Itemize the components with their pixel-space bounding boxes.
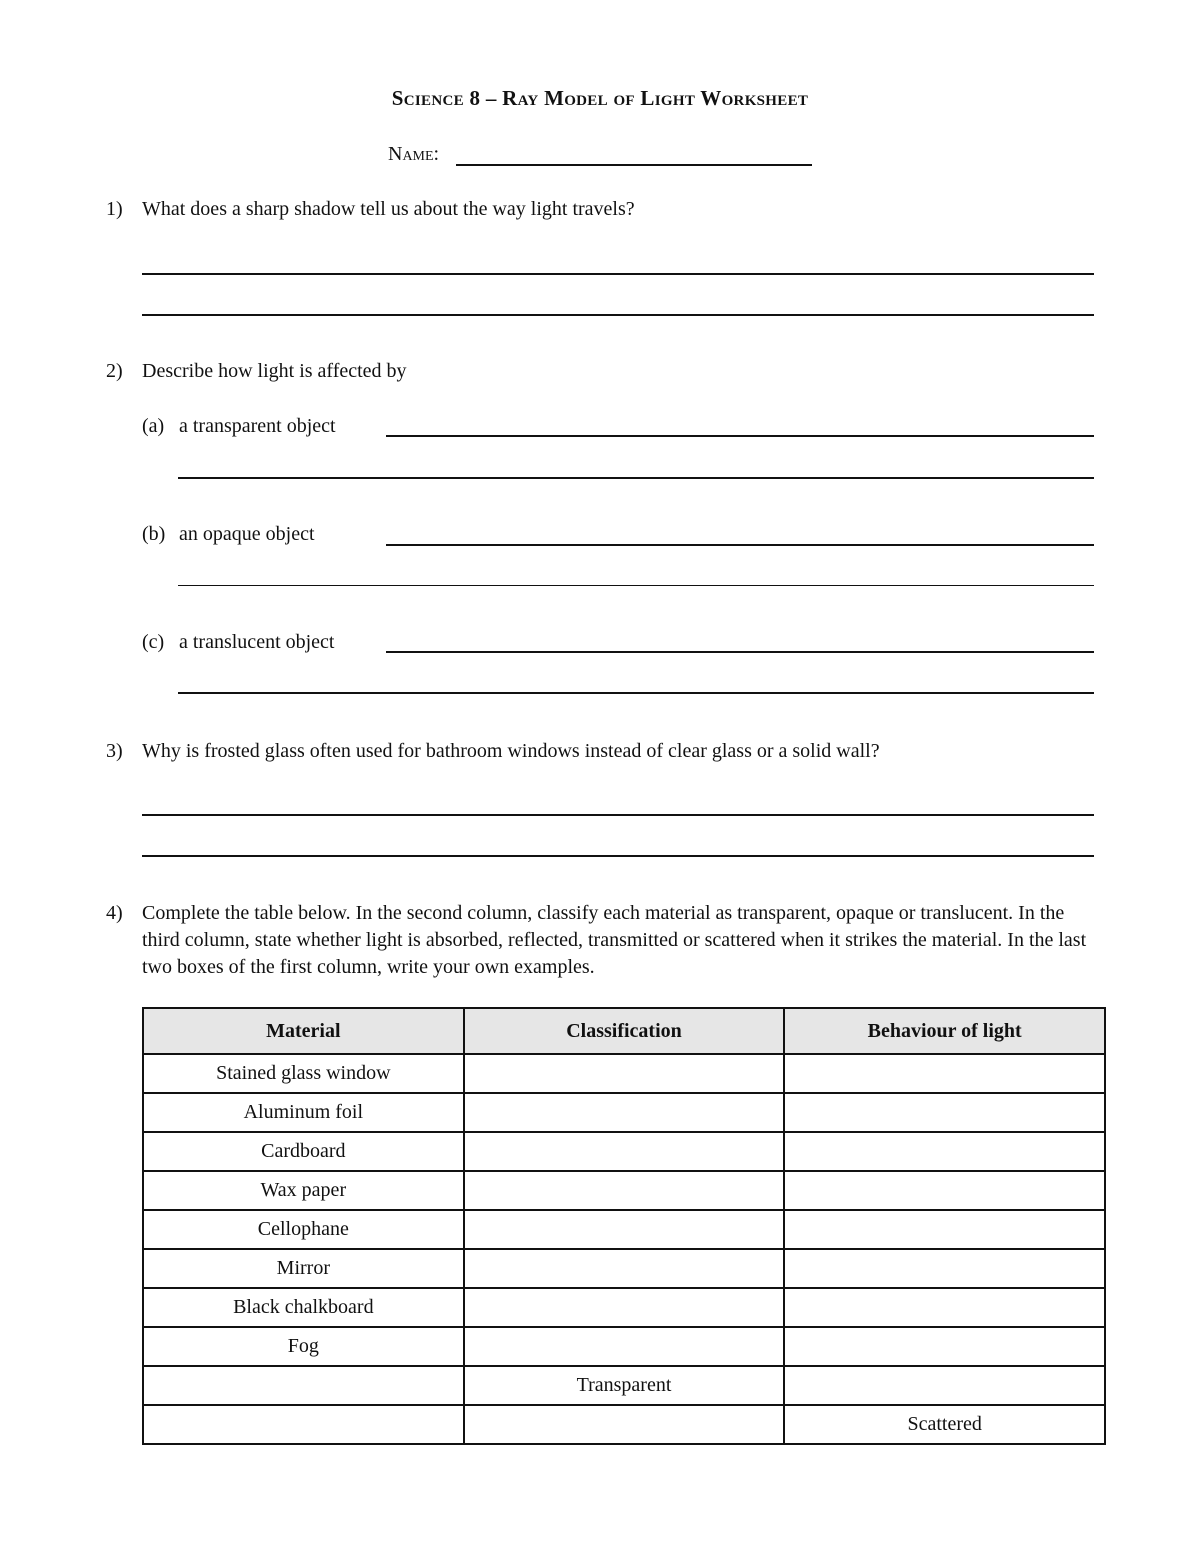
question-2b-text: an opaque object — [179, 523, 315, 545]
behaviour-cell[interactable] — [784, 1327, 1105, 1366]
name-label: Name: — [388, 143, 440, 165]
material-cell[interactable] — [143, 1366, 464, 1405]
question-3-text: Why is frosted glass often used for bathroom windows instead of clear glass or a solid wall? — [142, 740, 880, 762]
behaviour-cell[interactable] — [784, 1288, 1105, 1327]
table-row — [143, 1054, 1105, 1093]
question-2a-label: (a) — [142, 415, 165, 437]
classification-cell[interactable] — [464, 1327, 785, 1366]
behaviour-cell[interactable] — [784, 1171, 1105, 1210]
question-2c-label: (c) — [142, 631, 165, 653]
column-header-classification: Classification — [464, 1008, 785, 1054]
table-row — [143, 1210, 1105, 1249]
classification-cell[interactable] — [464, 1210, 785, 1249]
table-header-row — [143, 1008, 1105, 1054]
answer-line[interactable] — [178, 585, 1094, 586]
question-2b-label: (b) — [142, 523, 166, 545]
behaviour-cell[interactable] — [784, 1093, 1105, 1132]
question-2-text: Describe how light is affected by — [142, 360, 407, 382]
name-answer-line[interactable] — [456, 164, 812, 166]
question-4-text: Complete the table below. In the second column, classify each material as transparent, opaque or translucent. In the third column, state whether light is absorbed, reflected, transmitted or scattered when it strikes the material. In the last two boxes of the first column, write your own examples. — [142, 902, 1087, 978]
classification-cell[interactable] — [464, 1171, 785, 1210]
behaviour-cell[interactable] — [784, 1132, 1105, 1171]
material-cell[interactable] — [143, 1405, 464, 1444]
classification-cell[interactable] — [464, 1288, 785, 1327]
material-cell: Aluminum foil — [143, 1093, 464, 1132]
material-cell: Mirror — [143, 1249, 464, 1288]
answer-line[interactable] — [142, 314, 1094, 316]
material-cell: Wax paper — [143, 1171, 464, 1210]
materials-table — [142, 1007, 1106, 1445]
behaviour-cell[interactable] — [784, 1210, 1105, 1249]
column-header-material: Material — [143, 1008, 464, 1054]
answer-line[interactable] — [386, 651, 1094, 653]
material-cell: Black chalkboard — [143, 1288, 464, 1327]
behaviour-cell[interactable] — [784, 1054, 1105, 1093]
classification-cell[interactable] — [464, 1405, 785, 1444]
answer-line[interactable] — [142, 814, 1094, 816]
classification-cell: Transparent — [464, 1366, 785, 1405]
question-2c-text: a translucent object — [179, 631, 335, 653]
classification-cell[interactable] — [464, 1054, 785, 1093]
answer-line[interactable] — [386, 544, 1094, 546]
classification-cell[interactable] — [464, 1132, 785, 1171]
classification-cell[interactable] — [464, 1249, 785, 1288]
table-row — [143, 1366, 1105, 1405]
table-row — [143, 1249, 1105, 1288]
table-row — [143, 1093, 1105, 1132]
behaviour-cell[interactable] — [784, 1366, 1105, 1405]
question-3-number: 3) — [106, 740, 123, 762]
answer-line[interactable] — [386, 435, 1094, 437]
table-row — [143, 1288, 1105, 1327]
answer-line[interactable] — [142, 855, 1094, 857]
classification-cell[interactable] — [464, 1093, 785, 1132]
table-row — [143, 1171, 1105, 1210]
table-row — [143, 1327, 1105, 1366]
behaviour-cell[interactable] — [784, 1249, 1105, 1288]
page-title: Science 8 – Ray Model of Light Worksheet — [391, 86, 809, 110]
behaviour-cell: Scattered — [784, 1405, 1105, 1444]
answer-line[interactable] — [178, 692, 1094, 694]
question-1-text: What does a sharp shadow tell us about the way light travels? — [142, 198, 635, 220]
material-cell: Cardboard — [143, 1132, 464, 1171]
question-2-number: 2) — [106, 360, 123, 382]
column-header-behaviour: Behaviour of light — [784, 1008, 1105, 1054]
material-cell: Cellophane — [143, 1210, 464, 1249]
answer-line[interactable] — [142, 273, 1094, 275]
answer-line[interactable] — [178, 477, 1094, 479]
table-row — [143, 1405, 1105, 1444]
question-1-number: 1) — [106, 198, 123, 220]
material-cell: Fog — [143, 1327, 464, 1366]
material-cell: Stained glass window — [143, 1054, 464, 1093]
question-4-number: 4) — [106, 902, 123, 924]
table-row — [143, 1132, 1105, 1171]
question-2a-text: a transparent object — [179, 415, 336, 437]
